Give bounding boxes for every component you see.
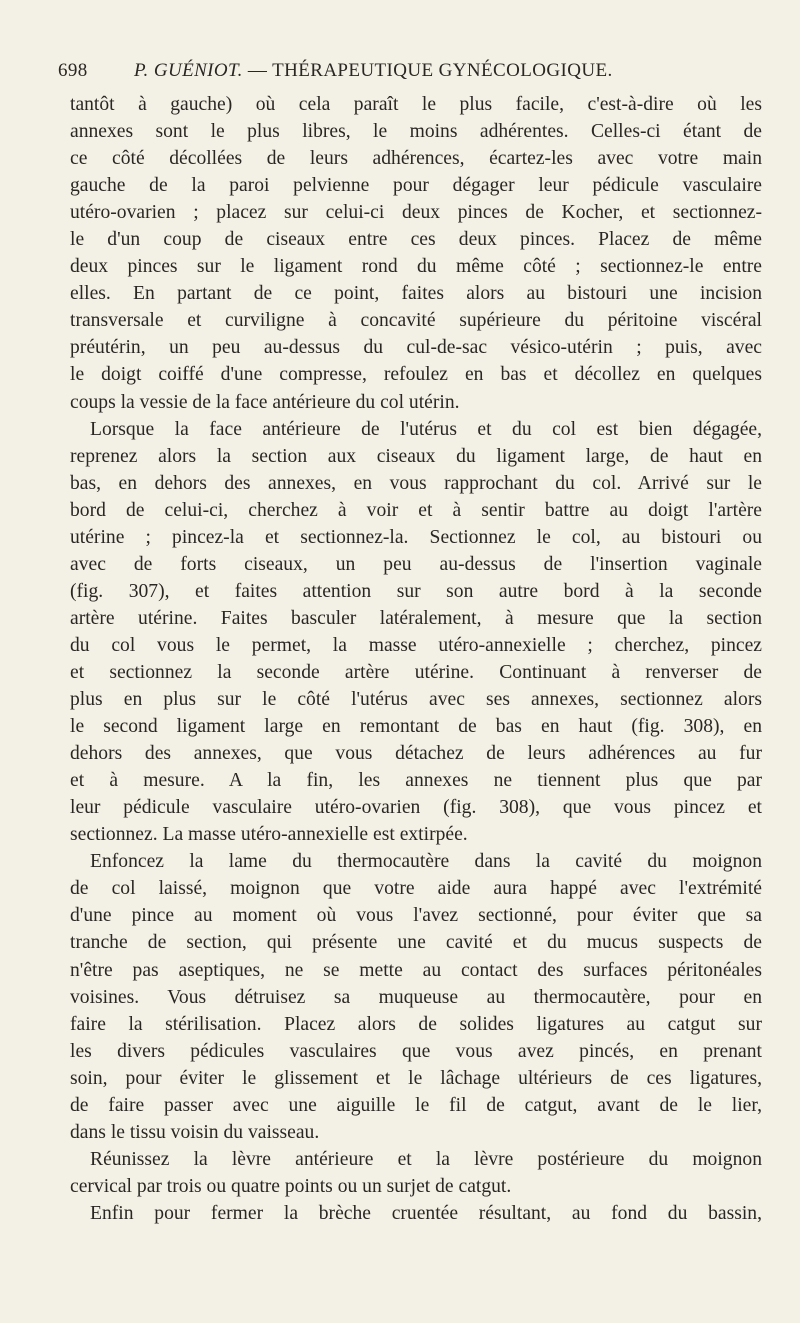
text-line: Lorsque la face antérieure de l'utérus et du col est bien dégagée,: [90, 418, 762, 440]
text-line: voisines. Vous détruisez sa muqueuse au thermocautère, pour en: [70, 986, 762, 1008]
text-line: Enfoncez la lame du thermocautère dans la cavité du moignon: [90, 851, 762, 873]
text-line: d'une pince au moment où vous l'avez sectionné, pour éviter que sa: [70, 905, 762, 927]
text-line: faire la stérilisation. Placez alors de solides ligatures au catgut sur: [70, 1013, 762, 1035]
text-line: elles. En partant de ce point, faites alors au bistouri une incision: [70, 283, 762, 305]
text-line: Réunissez la lèvre antérieure et la lèvre postérieure du moignon: [90, 1148, 762, 1170]
header-separator: —: [247, 60, 268, 81]
text-line: n'être pas aseptiques, ne se mette au contact des surfaces péritonéales: [70, 959, 762, 981]
text-line: soin, pour éviter le glissement et le lâchage ultérieurs de ces ligatures,: [70, 1067, 762, 1089]
text-line: deux pinces sur le ligament rond du même côté ; sectionnez-le entre: [70, 256, 762, 278]
text-line: sectionnez. La masse utéro-annexielle est extirpée.: [70, 824, 468, 846]
text-line: et sectionnez la seconde artère utérine. Continuant à renverser de: [70, 661, 762, 683]
text-line: plus en plus sur le côté l'utérus avec ses annexes, sectionnez alors: [70, 689, 762, 711]
book-page: [58, 0, 762, 1323]
text-line: utérine ; pincez-la et sectionnez-la. Sectionnez le col, au bistouri ou: [70, 526, 762, 548]
text-line: du col vous le permet, la masse utéro-annexielle ; cherchez, pincez: [70, 634, 762, 656]
text-line: utéro-ovarien ; placez sur celui-ci deux pinces de Kocher, et sectionnez-: [70, 202, 762, 224]
running-header: [58, 60, 762, 86]
running-title: [134, 60, 613, 82]
text-line: le second ligament large en remontant de bas en haut (fig. 308), en: [70, 716, 762, 738]
text-line: et à mesure. A la fin, les annexes ne tiennent plus que par: [70, 770, 762, 792]
page-number: 698: [58, 60, 88, 81]
text-line: bas, en dehors des annexes, en vous rapprochant du col. Arrivé sur le: [70, 472, 762, 494]
text-line: dans le tissu voisin du vaisseau.: [70, 1121, 320, 1143]
text-line: le d'un coup de ciseaux entre ces deux pinces. Placez de même: [70, 229, 762, 251]
text-line: de faire passer avec une aiguille le fil de catgut, avant de le lier,: [70, 1094, 762, 1116]
text-line: leur pédicule vasculaire utéro-ovarien (fig. 308), que vous pincez et: [70, 797, 762, 819]
text-line: cervical par trois ou quatre points ou un surjet de catgut.: [70, 1175, 512, 1197]
text-line: les divers pédicules vasculaires que vous avez pincés, en prenant: [70, 1040, 762, 1062]
text-line: gauche de la paroi pelvienne pour dégager leur pédicule vasculaire: [70, 175, 762, 197]
text-line: dehors des annexes, que vous détachez de leurs adhérences au fur: [70, 743, 762, 765]
book-title: THÉRAPEUTIQUE GYNÉCOLOGIQUE.: [272, 60, 613, 81]
text-line: tranche de section, qui présente une cavité et du mucus suspects de: [70, 932, 762, 954]
text-line: transversale et curviligne à concavité supérieure du péritoine viscéral: [70, 310, 762, 332]
text-line: avec de forts ciseaux, un peu au-dessus de l'insertion vaginale: [70, 553, 762, 575]
text-line: tantôt à gauche) où cela paraît le plus facile, c'est-à-dire où les: [70, 94, 762, 115]
text-line: coups la vessie de la face antérieure du col utérin.: [70, 391, 460, 413]
text-line: annexes sont le plus libres, le moins adhérentes. Celles-ci étant de: [70, 121, 762, 143]
text-line: le doigt coiffé d'une compresse, refoulez en bas et décollez en quelques: [70, 364, 762, 386]
text-line: (fig. 307), et faites attention sur son autre bord à la seconde: [70, 580, 762, 602]
text-line: Enfin pour fermer la brèche cruentée résultant, au fond du bassin,: [90, 1202, 762, 1224]
text-line: de col laissé, moignon que votre aide aura happé avec l'extrémité: [70, 878, 762, 900]
text-line: artère utérine. Faites basculer latéralement, à mesure que la section: [70, 607, 762, 629]
text-line: ce côté décollées de leurs adhérences, écartez-les avec votre main: [70, 148, 762, 170]
body-text: [70, 91, 762, 1227]
text-line: préutérin, un peu au-dessus du cul-de-sac vésico-utérin ; puis, avec: [70, 337, 762, 359]
text-line: bord de celui-ci, cherchez à voir et à sentir battre au doigt l'artère: [70, 499, 762, 521]
author-name: P. GUÉNIOT.: [134, 60, 243, 81]
text-line: reprenez alors la section aux ciseaux du ligament large, de haut en: [70, 445, 762, 467]
